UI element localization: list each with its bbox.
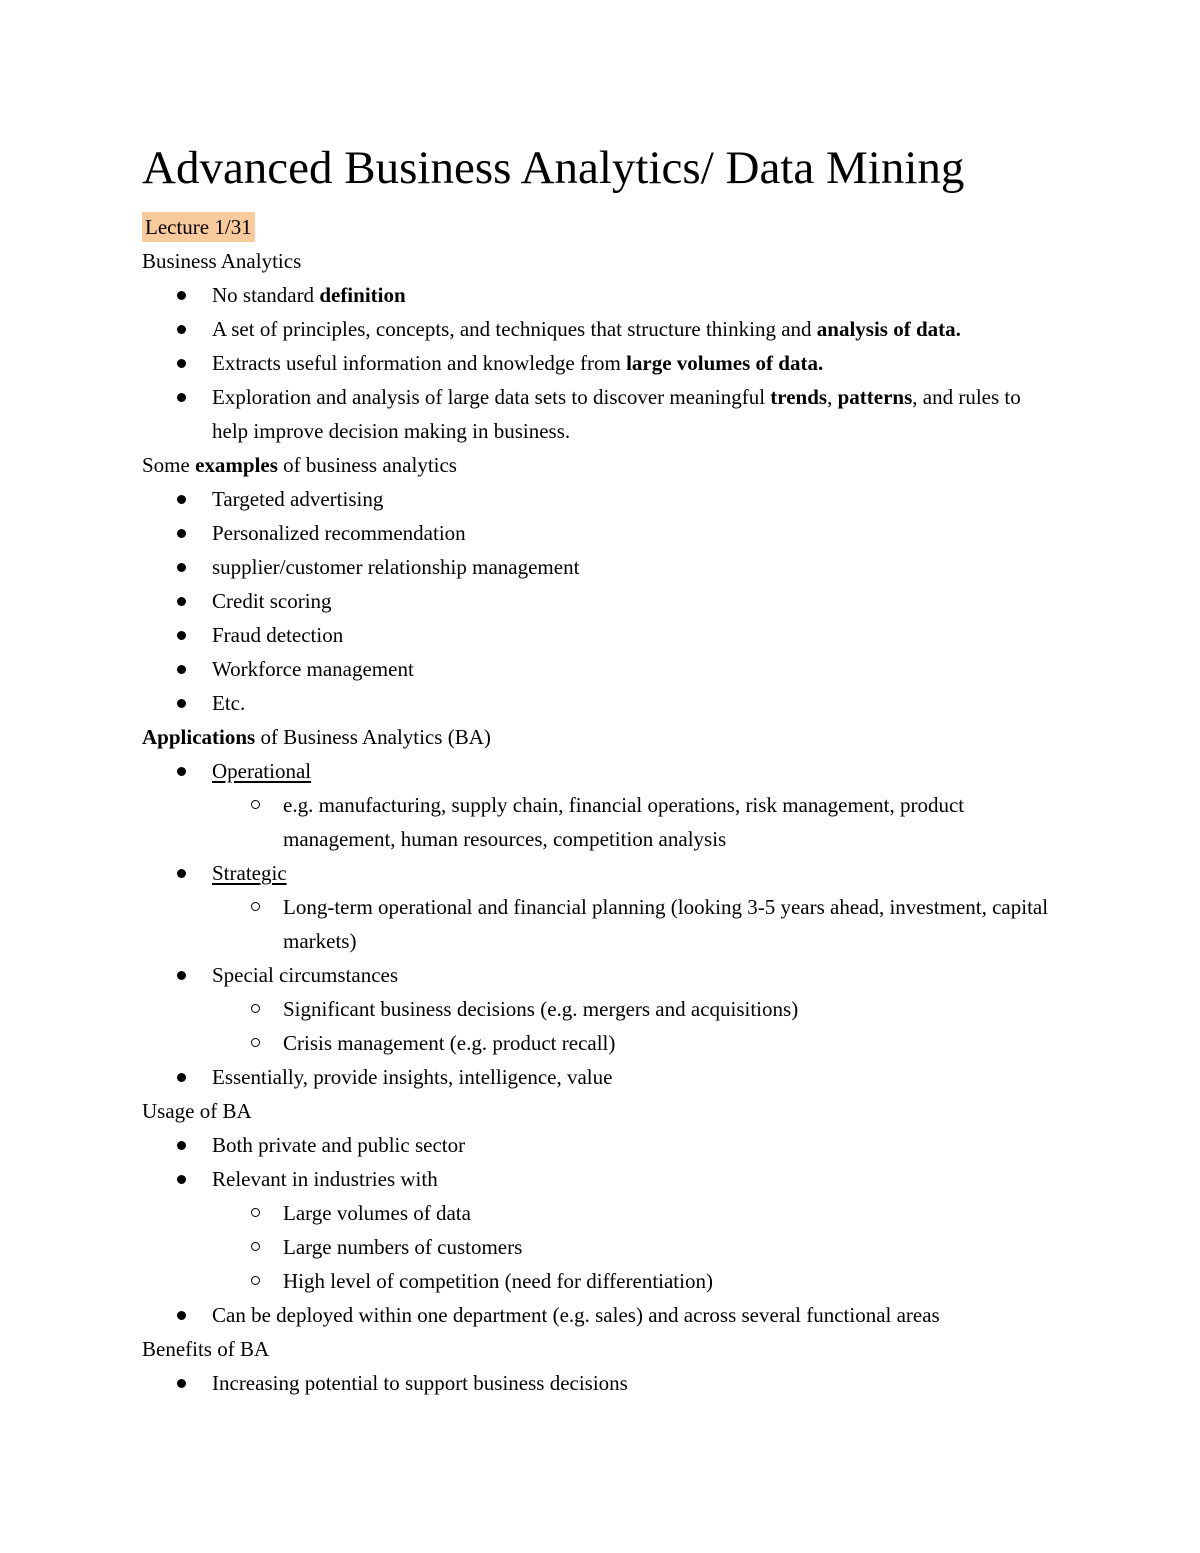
bullet-icon [177,1073,186,1082]
list-item [142,958,1062,1060]
sub-list [212,788,1062,856]
lecture-row [142,210,1062,244]
sub-list-item: e.g. manufacturing, supply chain, financial operations, risk management, product management, human resources, competition analysis [212,788,1062,856]
list-item: Fraud detection [142,618,1062,652]
bullet-icon [177,631,186,640]
bullet-icon [177,597,186,606]
applications-heading: Applications of Business Analytics (BA) [142,725,491,749]
sub-list-item: Large volumes of data [212,1196,1062,1230]
operational-label: Operational [212,759,312,783]
bullet-icon [177,971,186,980]
bullet-icon [177,1379,186,1388]
sub-list [212,992,1062,1060]
bullet-icon [177,359,186,368]
strategic-label: Strategic [212,861,287,885]
bullet-icon [177,529,186,538]
hollow-bullet-icon [251,1004,260,1013]
bullet-icon [177,1141,186,1150]
sub-list [212,1196,1062,1298]
list-item: Targeted advertising [142,482,1062,516]
list-item: Personalized recommendation [142,516,1062,550]
hollow-bullet-icon [251,1242,260,1251]
hollow-bullet-icon [251,1276,260,1285]
hollow-bullet-icon [251,1208,260,1217]
list-item: Can be deployed within one department (e.g. sales) and across several functional areas [142,1298,1062,1332]
sub-list-item: Long-term operational and financial planning (looking 3-5 years ahead, investment, capital markets) [212,890,1062,958]
hollow-bullet-icon [251,800,260,809]
bullet-icon [177,1311,186,1320]
bullet-icon [177,869,186,878]
bullet-icon [177,767,186,776]
bullet-icon [177,495,186,504]
sub-list-item: High level of competition (need for differentiation) [212,1264,1062,1298]
list-item: Both private and public sector [142,1128,1062,1162]
usage-list [142,1128,1062,1332]
list-item: Credit scoring [142,584,1062,618]
list-item: Relevant in industries with Large volumes of data Large numbers of customers High level of competition (need for differentiation) [142,1162,1062,1298]
document-title: Advanced Business Analytics/ Data Mining [142,142,965,194]
sub-list-item: Significant business decisions (e.g. mergers and acquisitions) [212,992,1062,1026]
examples-list [142,482,1062,720]
list-item: Workforce management [142,652,1062,686]
bullet-icon [177,563,186,572]
list-item: Increasing potential to support business decisions [142,1366,1062,1400]
lecture-label: Lecture 1/31 [142,212,255,242]
list-item: supplier/customer relationship management [142,550,1062,584]
special-label: Special circumstances [212,963,399,987]
list-item: A set of principles, concepts, and techniques that structure thinking and analysis of data. [142,312,1062,346]
document-page [142,140,1062,1400]
ba-list [142,278,1062,448]
list-item: Essentially, provide insights, intelligence, value [142,1060,1062,1094]
usage-heading: Usage of BA [142,1099,252,1123]
list-item: Exploration and analysis of large data sets to discover meaningful trends, patterns, and rules to help improve decision making in business. [142,380,1062,448]
bullet-icon [177,699,186,708]
bullet-icon [177,291,186,300]
hollow-bullet-icon [251,1038,260,1047]
list-item: Extracts useful information and knowledge from large volumes of data. [142,346,1062,380]
bullet-icon [177,393,186,402]
bullet-icon [177,325,186,334]
list-item: Etc. [142,686,1062,720]
sub-list-item: Crisis management (e.g. product recall) [212,1026,1062,1060]
benefits-list [142,1366,1062,1400]
list-item: No standard definition [142,278,1062,312]
applications-list [142,754,1062,1094]
bullet-icon [177,1175,186,1184]
benefits-heading: Benefits of BA [142,1337,270,1361]
sub-list [212,890,1062,958]
bullet-icon [177,665,186,674]
sub-list-item: Large numbers of customers [212,1230,1062,1264]
ba-heading: Business Analytics [142,249,302,273]
examples-heading: Some examples of business analytics [142,453,457,477]
list-item [142,754,1062,856]
list-item [142,856,1062,958]
hollow-bullet-icon [251,902,260,911]
